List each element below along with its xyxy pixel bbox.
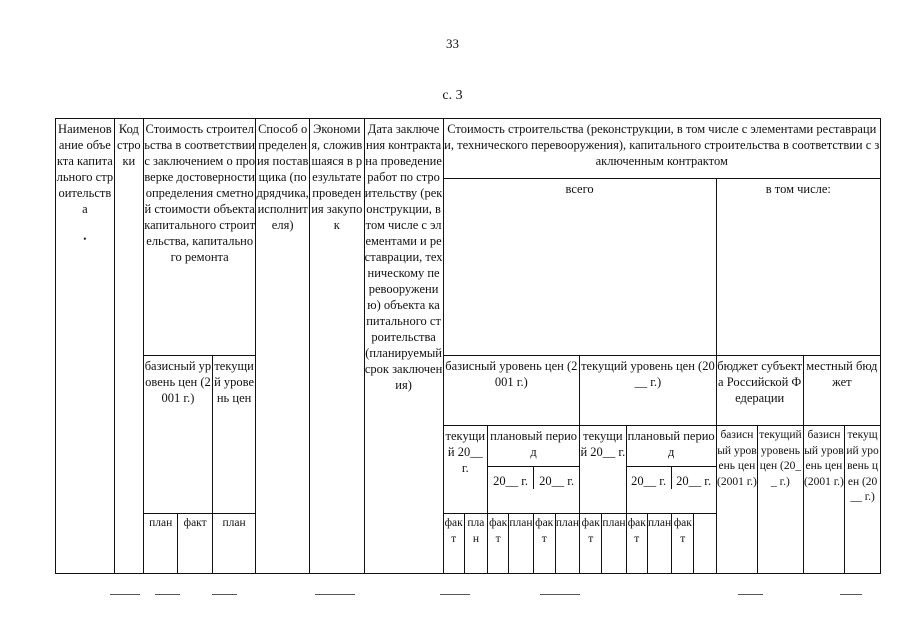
header-method: Способ определения поставщика (подрядчика, исполнителя) [256, 119, 310, 574]
header-budget-current: текущий уровень цен (20__ г.) [758, 426, 804, 574]
header-current-year-a: текущий 20__ г. [443, 426, 488, 514]
scan-line [840, 594, 862, 595]
cell-pl-1: план [212, 514, 256, 574]
header-name: Наименование объекта капитального строительства • [56, 119, 115, 574]
header-base-2001: базисный уровень цен (2001 г.) [443, 356, 580, 426]
cell-pl-5: план [602, 514, 626, 574]
scan-line [110, 594, 140, 595]
header-code: Код строки [114, 119, 143, 574]
header-current-20: текущий уровень цен (20__ г.) [580, 356, 717, 426]
header-total: всего [443, 179, 716, 356]
scan-line [315, 594, 355, 595]
dot-mark: • [83, 234, 87, 244]
cell-fa-6: факт [672, 514, 694, 574]
scan-line [738, 594, 763, 595]
header-base-level: базисный уровень цен (2001 г.) [144, 356, 213, 514]
cell-pl-2: план [464, 514, 487, 574]
header-regional-budget: бюджет субъекта Российской Федерации [716, 356, 803, 426]
header-current-level: текущий уровень цен [212, 356, 256, 514]
contract-table [55, 118, 881, 574]
cell-fa-3: факт [533, 514, 555, 574]
header-planned-period-a [488, 426, 580, 514]
scan-line [540, 594, 580, 595]
cell-fa-1: факт [443, 514, 464, 574]
header-cost-expertise: Стоимость строительства в соответствии с заключением о проверке достоверности определения сметной стоимости объекта капитального строительства, капитального ремонта [144, 119, 256, 356]
header-planned-period-b [626, 426, 716, 514]
header-contract-cost: Стоимость строительства (реконструкции, в том числе с элементами реставрации, технического перевооружения), капитального строительства в соответствии с заключенным контрактом [443, 119, 880, 179]
scan-line [212, 594, 237, 595]
cell-pl-3: план [509, 514, 533, 574]
page-number: 33 [446, 36, 459, 51]
header-including: в том числе: [716, 179, 880, 356]
scan-line [155, 594, 180, 595]
cell-fa-5: факт [626, 514, 647, 574]
cell-pl-4: план [555, 514, 579, 574]
year-20-a2: 20__ г. [539, 474, 575, 488]
header-local-budget: местный бюджет [803, 356, 880, 426]
header-budget-current2: текущий уровень цен (20__ г.) [845, 426, 881, 574]
header-budget-base: базисный уровень цен (2001 г.) [716, 426, 757, 574]
year-20-b1: 20__ г. [627, 467, 672, 489]
header-economy: Экономия, сложившаяся в результате проведения закупок [309, 119, 364, 574]
header-current-year-b: текущий 20__ г. [580, 426, 627, 514]
header-date: Дата заключения контракта на проведение работ по строительству (реконструкции, в том числе с элементами и реставрации, техническому перевооружению) объекта капитального строительства (планируемый срок заключения) [364, 119, 443, 574]
cell-pl-6: план [647, 514, 671, 574]
planned-period-label: плановый период [490, 429, 578, 459]
year-20-b2: 20__ г. [676, 474, 712, 488]
year-20-a1: 20__ г. [488, 467, 534, 489]
section-label: с. 3 [442, 88, 463, 103]
cell-fact: факт [178, 514, 212, 574]
scan-line [440, 594, 470, 595]
planned-period-label: плановый период [627, 429, 715, 459]
cell-fa-2: факт [488, 514, 509, 574]
cell-plan: план [144, 514, 178, 574]
header-budget-base2: базисный уровень цен (2001 г.) [803, 426, 844, 574]
cell-fa-4: факт [580, 514, 602, 574]
